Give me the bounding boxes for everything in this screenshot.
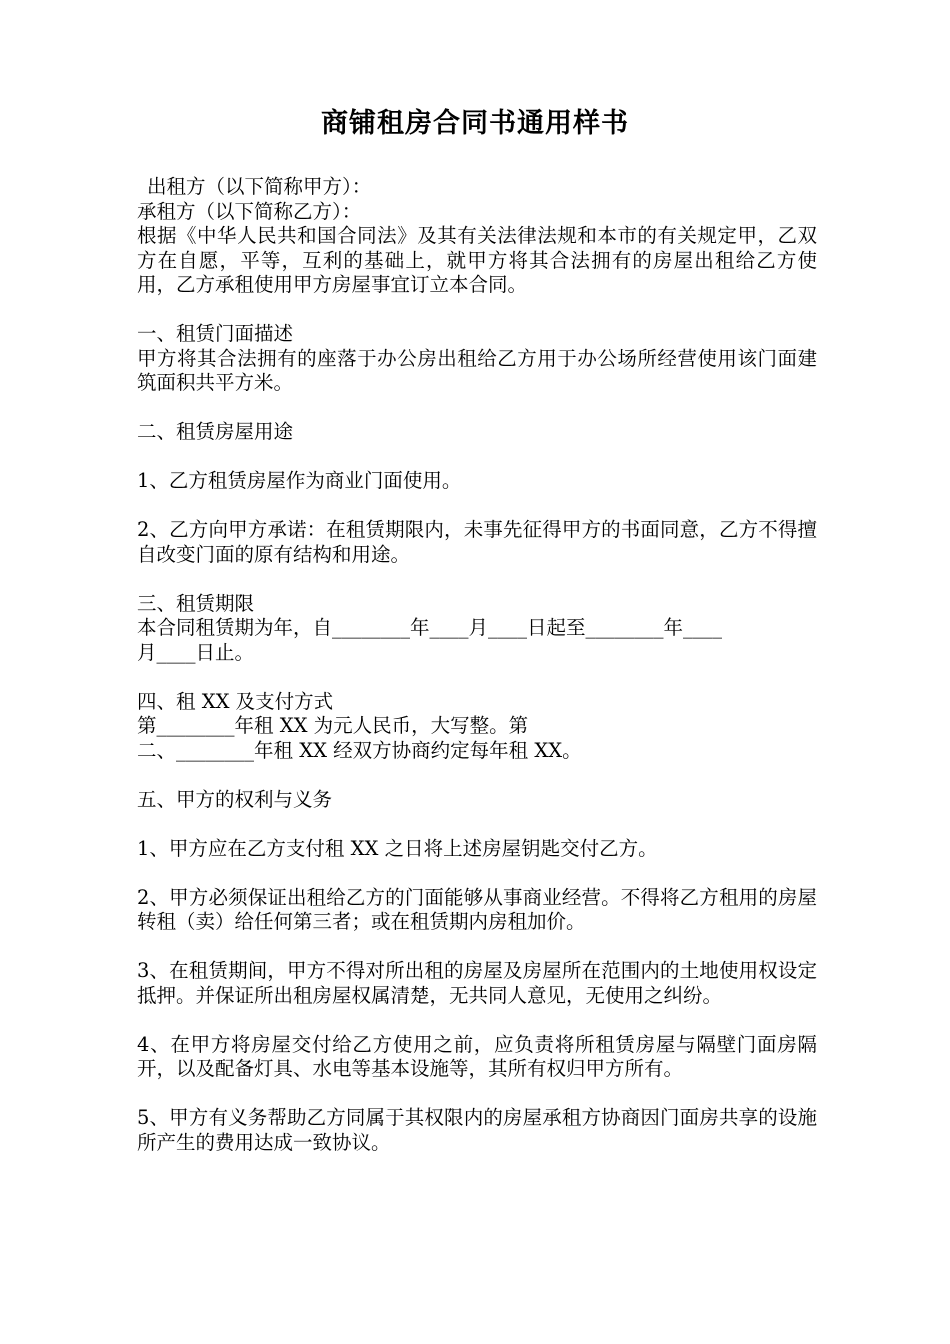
intro-block xyxy=(137,175,817,298)
section-4 xyxy=(137,690,817,764)
section-1-text: 甲方将其合法拥有的座落于办公房出租给乙方用于办公场所经营使用该门面建筑面积共平方米。 xyxy=(137,346,817,394)
section-3-heading: 三、租赁期限 xyxy=(137,591,255,615)
section-2-item-1: 1、乙方租赁房屋作为商业门面使用。 xyxy=(137,469,462,492)
section-5-item-5: 5、甲方有义务帮助乙方同属于其权限内的房屋承租方协商因门面房共享的设施所产生的费用达成一致协议。 xyxy=(137,1106,817,1154)
section-3-line-1: 本合同租赁期为年，自________年____月____日起至________年____ xyxy=(137,616,723,639)
section-2-heading: 二、租赁房屋用途 xyxy=(137,420,294,443)
lessee-line: 承租方（以下简称乙方）： xyxy=(137,199,362,223)
preamble-text: 根据《中华人民共和国合同法》及其有关法律法规和本市的有关规定甲，乙双方在自愿，平等，互利的基础上，就甲方将其合法拥有的房屋出租给乙方使用，乙方承租使用甲方房屋事宜订立本合同。 xyxy=(137,224,817,296)
section-2-item-2: 2、乙方向甲方承诺：在租赁期限内，未事先征得甲方的书面同意，乙方不得擅自改变门面的原有结构和用途。 xyxy=(137,518,817,566)
section-4-line-1: 第________年租 XX 为元人民币，大写整。第 xyxy=(137,714,529,737)
lessor-line: 出租方（以下简称甲方）： xyxy=(147,175,372,198)
section-5-item-1: 1、甲方应在乙方支付租 XX 之日将上述房屋钥匙交付乙方。 xyxy=(137,836,658,860)
section-5-item-4: 4、在甲方将房屋交付给乙方使用之前，应负责将所租赁房屋与隔壁门面房隔开，以及配备灯具、水电等基本设施等，其所有权归甲方所有。 xyxy=(137,1032,817,1080)
section-4-heading: 四、租 XX 及支付方式 xyxy=(137,689,334,713)
section-3-line-2: 月____日止。 xyxy=(137,640,255,664)
section-5-item-2: 2、甲方必须保证出租给乙方的门面能够从事商业经营。不得将乙方租用的房屋转租（卖）给任何第三者；或在租赁期内房租加价。 xyxy=(137,885,817,933)
section-5-item-3: 3、在租赁期间，甲方不得对所出租的房屋及房屋所在范围内的土地使用权设定抵押。并保证所出租房屋权属清楚，无共同人意见，无使用之纠纷。 xyxy=(137,959,817,1007)
section-1 xyxy=(137,322,817,396)
document-title: 商铺租房合同书通用样书 xyxy=(321,108,629,139)
section-1-heading: 一、租赁门面描述 xyxy=(137,322,294,345)
section-4-line-2: 二、________年租 XX 经双方协商约定每年租 XX。 xyxy=(137,738,582,762)
section-5-heading: 五、甲方的权利与义务 xyxy=(137,787,333,811)
document-body xyxy=(137,175,817,1180)
section-3 xyxy=(137,592,817,666)
